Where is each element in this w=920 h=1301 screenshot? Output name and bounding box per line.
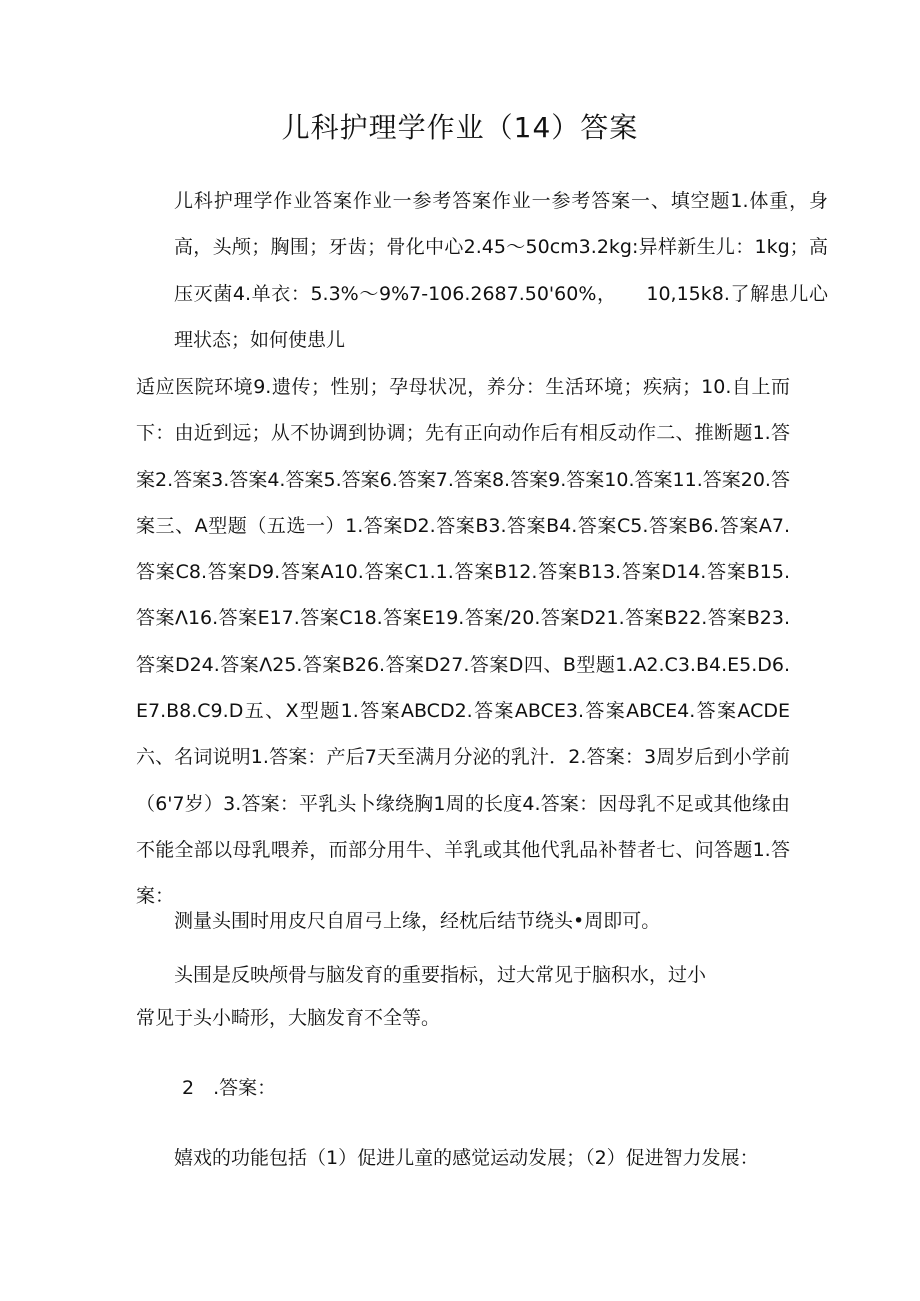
paragraph-play-functions: 嬉戏的功能包括（1）促进儿童的感觉运动发展；（2）促进智力发展： (174, 1147, 759, 1169)
paragraph-head-significance-line-2: 常见于头小畸形，大脑发育不全等。 (136, 1007, 441, 1029)
paragraph-fill-in-answers: 儿科护理学作业答案作业一参考答案作业一参考答案一、填空题1.体重，身高，头颅；胸围；牙齿；骨化中心2.45～50cm3.2kg:异样新生儿：1kg；高压灭菌4.单衣：5.3%～9%7-106.2687.50'60%， 10,15k8.了解患儿心理状态；如何使患儿 (174, 190, 828, 351)
answer-2-heading: 2 .答案： (182, 1077, 277, 1099)
paragraph-head-significance-line-1: 头围是反映颅骨与脑发育的重要指标，过大常见于脑积水，过小 (174, 964, 707, 986)
paragraph-answer-key: 适应医院环境9.遗传；性别；孕母状况，养分：生活环境；疾病；10.自上而下：由近到远；从不协调到协调；先有正向动作后有相反动作二、推断题1.答案2.答案3.答案4.答案5.答案6.答案7.答案8.答案9.答案10.答案11.答案20.答案三、A型题（五选一）1.答案D2.答案B3.答案B4.答案C5.答案B6.答案A7.答案C8.答案D9.答案A10.答案C1.1.答案B12.答案B13.答案D14.答案B15.答案Λ16.答案E17.答案C18.答案E19.答案∕20.答案D21.答案B22.答案B23.答案D24.答案Λ25.答案B26.答案D27.答案D四、B型题1.A2.C3.B4.E5.D6.E7.B8.C9.D五、X型题1.答案ABCD2.答案ABCE3.答案ABCE4.答案ACDE六、名词说明1.答案：产后7天至满月分泌的乳汁．2.答案：3周岁后到小学前（6'7岁）3.答案：平乳头卜缘绕胸1周的长度4.答案：因母乳不足或其他缘由不能全部以母乳喂养，而部分用牛、羊乳或其他代乳品补替者七、问答题1.答案： (136, 376, 790, 908)
paragraph-head-measurement: 测量头围时用皮尺自眉弓上缘，经枕后结节绕头•周即可。 (174, 910, 661, 932)
document-title: 儿科护理学作业（14）答案 (281, 111, 639, 144)
